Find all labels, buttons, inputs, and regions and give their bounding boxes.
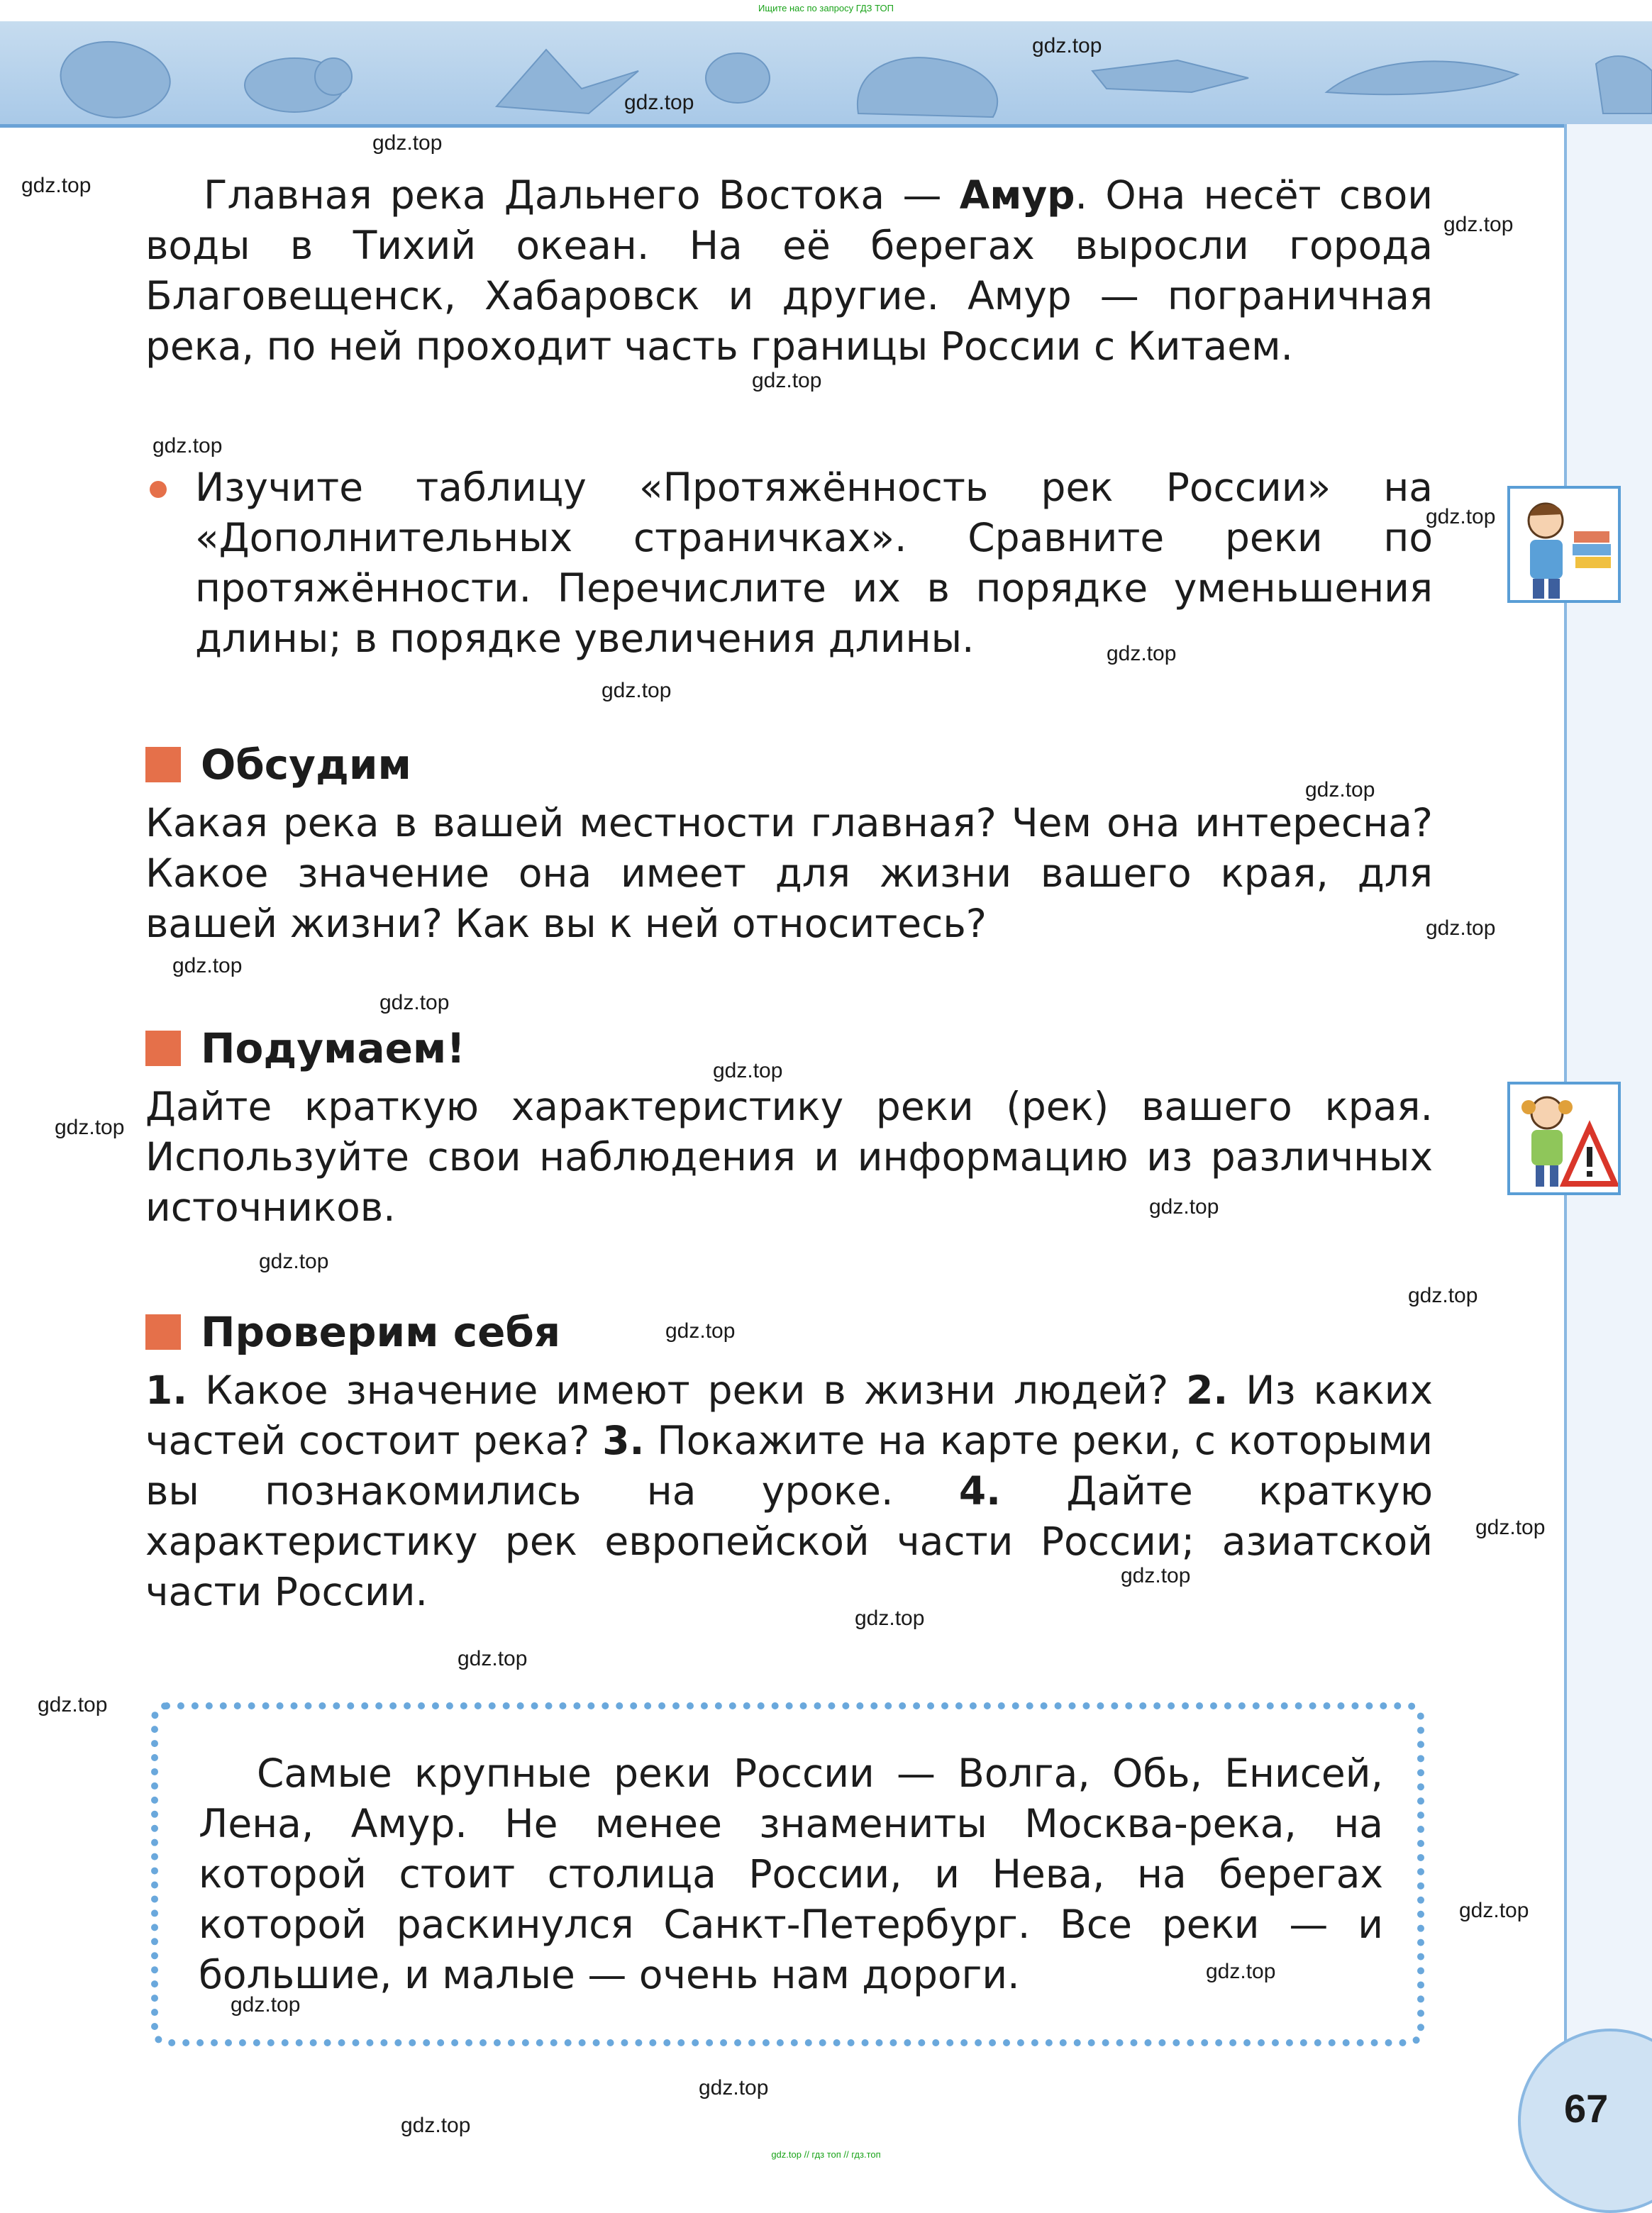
watermark: gdz.top [699,2076,769,2100]
watermark: gdz.top [602,679,672,702]
eagle-icon [1092,60,1248,92]
heading-square-icon [145,747,181,782]
check-questions [145,1365,1433,1617]
info-box-text: Самые крупные реки России — Волга, Обь, Енисей, Лена, Амур. Не менее знамениты Москва-река, на которой стоит столица России, и Нева, на берегах которой раскинулся Санкт-Петербург. Все реки — и большие, и малые — очень нам дороги. [199,1751,1383,1997]
watermark: gdz.top [624,91,694,114]
question-number: 4. [958,1468,1002,1514]
heading-title: Обсудим [201,741,411,789]
question-text: Из каких частей состоит река? [145,1368,1434,1463]
watermark: gdz.top [1107,642,1177,665]
question-number: 1. [145,1368,188,1413]
section-heading-check [145,1308,561,1356]
banner-art [0,21,1652,124]
discuss-text: Какая река в вашей местности главная? Чем она интересна? Какое значение она имеет для жизни вашего края, для вашей жизни? Как вы к ней относитесь? [145,800,1433,946]
watermark: gdz.top [172,954,243,977]
question-text: Какое значение имеют реки в жизни людей? [205,1368,1169,1413]
page-number: 67 [1564,2086,1609,2131]
amur-paragraph [145,170,1433,372]
leaf-icon [61,42,170,118]
watermark: gdz.top [713,1059,783,1082]
watermark: gdz.top [1121,1564,1191,1587]
top-note: Ищите нас по запросу ГДЗ ТОП [758,3,894,13]
watermark: gdz.top [55,1116,125,1139]
amur-text-end: . Она несёт свои воды в Тихий океан. На её берегах выросли города Благовещенск, Хабаровск и другие. Амур — пограничная река, по ней проходит часть границы России с Китаем. [145,172,1433,369]
watermark: gdz.top [1426,505,1496,528]
bird-icon [497,50,638,113]
watermark: gdz.top [458,1647,528,1670]
watermark: gdz.top [1459,1899,1529,1922]
beetle-icon [706,53,770,103]
watermark: gdz.top [1443,213,1514,236]
watermark: gdz.top [1426,916,1496,940]
watermark: gdz.top [1305,778,1375,802]
task-paragraph: Изучите таблицу «Протяжённость рек России» на «Дополнительных страничках». Сравните реки по протяжённости. Перечислите их в порядке уменьшения длины; в порядке увеличения длины. [195,465,1433,661]
watermark: gdz.top [372,131,443,155]
bottom-note: gdz.top // гдз топ // гдз.топ [771,2149,881,2160]
section-heading-discuss [145,741,411,789]
boy-with-books-icon [1507,486,1621,603]
heading-title: Проверим себя [201,1308,561,1356]
watermark: gdz.top [1408,1284,1478,1307]
think-text: Дайте краткую характеристику реки (рек) вашего края. Используйте свои наблюдения и информацию из различных источников. [145,1084,1433,1230]
question-text: Дайте краткую характеристику рек европейской части России; азиатской части России. [145,1468,1434,1614]
question-number: 3. [602,1418,645,1463]
watermark: gdz.top [401,2114,471,2137]
animal-banner [0,21,1652,128]
question-text: Покажите на карте реки, с которыми вы познакомились на уроке. [145,1418,1433,1514]
amur-bold: Амур [959,172,1075,218]
watermark: gdz.top [1206,1960,1276,1983]
watermark: gdz.top [231,1993,301,2017]
watermark: gdz.top [153,434,223,457]
watermark: gdz.top [855,1607,925,1630]
watermark: gdz.top [1149,1195,1219,1219]
amur-text-start: Главная река Дальнего Востока — [204,172,960,218]
watermark: gdz.top [21,174,92,197]
watermark: gdz.top [1475,1516,1546,1539]
bullet-dot [150,481,167,498]
watermark: gdz.top [665,1319,736,1343]
heading-square-icon [145,1314,181,1350]
camel-icon [1596,56,1652,113]
girl-warning-icon [1507,1082,1621,1195]
watermark: gdz.top [379,991,450,1014]
heading-title: Подумаем! [201,1024,465,1072]
watermark: gdz.top [1032,34,1102,57]
heading-square-icon [145,1031,181,1066]
watermark: gdz.top [259,1250,329,1273]
watermark: gdz.top [752,369,822,392]
section-heading-think [145,1024,465,1072]
watermark: gdz.top [38,1693,108,1716]
dolphin-icon [1326,61,1518,94]
question-number: 2. [1186,1368,1229,1413]
polar-bear-icon [858,57,997,117]
